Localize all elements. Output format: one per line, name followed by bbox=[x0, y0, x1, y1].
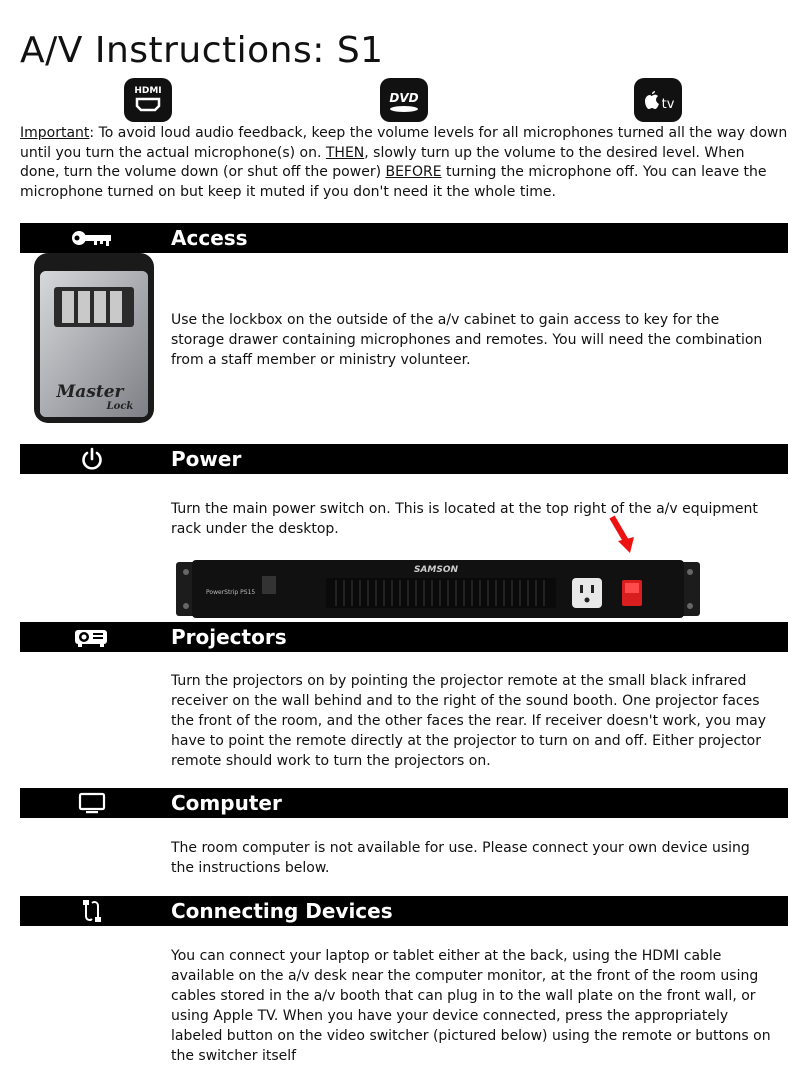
important-text-2: , slowly turn up the volume to the desired level. When done, turn the volume down (or shut off the power) bbox=[20, 144, 745, 181]
dvd-icon bbox=[380, 78, 428, 122]
lockbox-image bbox=[34, 253, 154, 423]
cable-icon bbox=[70, 899, 114, 923]
red-arrow-icon bbox=[608, 515, 638, 555]
dvd-label: DVD bbox=[389, 91, 419, 105]
monitor-icon bbox=[70, 791, 114, 815]
section-header-projectors bbox=[20, 622, 788, 652]
hdmi-label: HDMI bbox=[134, 86, 162, 96]
section-header-computer bbox=[20, 788, 788, 818]
important-then: THEN bbox=[325, 144, 365, 161]
hdmi-icon bbox=[124, 78, 172, 122]
strip-brand: SAMSON bbox=[413, 565, 459, 575]
important-text-1: : To avoid loud audio feedback, keep the volume levels for all microphones turned all the way down until you turn the actual microphone(s) on. bbox=[20, 125, 788, 161]
section-title-projectors: Projectors bbox=[171, 625, 287, 649]
key-icon bbox=[70, 226, 114, 250]
connecting-text: You can connect your laptop or tablet either at the back, using the HDMI cable available on the a/v desk near the computer monitor, at the front of the room using cables stored in the a/v booth that can plug in to the wall plate on the front wall, or using Apple TV. When you have your device connected, press the appropriately labeled button on the video switcher (pictured below) using the remote or buttons on the switcher itself bbox=[171, 948, 771, 1064]
section-title-access: Access bbox=[171, 226, 248, 250]
important-text-3: turning the microphone off. You can leave the microphone turned on but keep it muted if you don't need it the whole time. bbox=[20, 164, 767, 200]
projectors-text: Turn the projectors on by pointing the projector remote at the small black infrared receiver on the wall behind and to the right of the sound booth. One projector faces the front of the room, and the other faces the rear. If receiver doesn't work, you may have to point the remote directly at the projector to turn on and off. Either projector remote should work to turn the projectors on. bbox=[171, 673, 766, 769]
lockbox-brand-2: Lock bbox=[106, 401, 134, 412]
important-before: BEFORE bbox=[385, 164, 442, 181]
appletv-label: tv bbox=[661, 97, 675, 112]
section-header-power bbox=[20, 444, 788, 474]
important-note bbox=[20, 124, 788, 202]
important-label: Important bbox=[20, 125, 90, 141]
page-title: A/V Instructions: S1 bbox=[20, 30, 384, 71]
section-title-power: Power bbox=[171, 447, 242, 471]
apple-tv-icon bbox=[634, 78, 682, 122]
section-title-computer: Computer bbox=[171, 791, 282, 815]
lockbox-brand: Master bbox=[56, 382, 124, 402]
access-text: Use the lockbox on the outside of the a/v cabinet to gain access to key for the storage drawer containing microphones and remotes. You will need the combination from a staff member or ministry volunteer. bbox=[171, 312, 763, 368]
computer-text: The room computer is not available for use. Please connect your own device using the instructions below. bbox=[171, 840, 750, 876]
section-title-connecting-devices: Connecting Devices bbox=[171, 899, 393, 923]
power-strip-image bbox=[176, 558, 700, 620]
section-header-connecting-devices bbox=[20, 896, 788, 926]
projector-icon bbox=[70, 625, 114, 649]
power-icon bbox=[70, 447, 114, 471]
power-text: Turn the main power switch on. This is located at the top right of the a/v equipment rack under the desktop. bbox=[171, 501, 758, 537]
section-header-access bbox=[20, 223, 788, 253]
strip-model: PowerStrip PS15 bbox=[206, 589, 256, 596]
